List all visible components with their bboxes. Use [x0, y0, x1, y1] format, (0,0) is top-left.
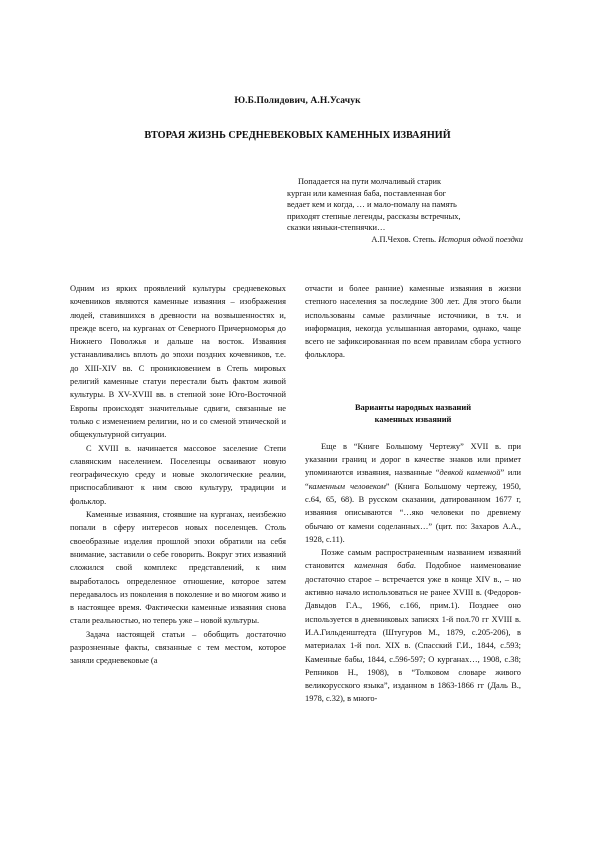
section-heading: [305, 402, 521, 426]
epigraph-line: Попадается на пути молчаливый старик: [298, 177, 442, 186]
emphasis: каменная баба.: [354, 561, 417, 571]
section-heading-line: каменных изваяний: [374, 414, 452, 424]
epigraph-line: сказки няньки-степнячки…: [287, 223, 386, 233]
epigraph-line: курган или каменная баба, поставленная бог: [287, 188, 447, 198]
epigraph: [287, 176, 523, 246]
right-column: [305, 282, 521, 706]
authors: Ю.Б.Полидович, А.Н.Усачук: [234, 96, 361, 106]
epigraph-line: ведает кем и когда, … и мало-помалу на память: [287, 200, 457, 210]
left-column: [70, 282, 286, 668]
paragraph: Задача настоящей статьи – обобщить достаточно разрозненные факты, связанные с тем местом, которое заняли средневековые (а: [70, 629, 286, 666]
paragraph: Еще в “Книге Большому Чертежу” XVII в. при указании границ и дорог в качестве знаков или примет упоминаются изваяния, названные “девкой каменной” или “каменным человеком” (Книга Большому чертежу, 1950, с.64, 65, 68). В русском сказании, датированном 1677 г, изваяния описываются “…яко человеки по древнему обычаю от камени соделанных…” (цит. по: Захаров А.А., 1928, с.11).: [305, 441, 521, 544]
emphasis: девкой каменной: [439, 468, 501, 478]
emphasis: каменным человеком: [308, 481, 386, 491]
paragraph: С XVIII в. начинается массовое заселение Степи славянским населением. Поселенцы осваивают новую географическую среду и новые экологические реалии, приспосабливают к ним свою культуру, традиции и фольклор.: [70, 443, 286, 506]
paragraph: Каменные изваяния, стоявшие на курганах, неизбежно попали в сферу интересов новых поселенцев. Столь своеобразные изделия прошлой эпохи обратили на себя внимание, заставили о себе говорить. Вокруг этих изваяний сложился свой комплекс представлений, к ним выработалось определенное отношение, которое затем передавалось из поколения в поколение и во многом живо и в настоящее время. Фактически каменные изваяния снова стали реальностью, но теперь уже – новой культуры.: [70, 510, 286, 626]
epigraph-source-title: История одной поездки: [438, 234, 523, 244]
epigraph-line: приходят степные легенды, рассказы встречных,: [287, 211, 461, 221]
paragraph: Позже самым распространенным названием изваяний становится каменная баба. Подобное наименование достаточно старое – встречается уже в конце XIV в., – но активно начало использоваться не ранее XVIII в. (Федоров-Давыдов Г.А., 1966, с.166, прим.1). Позднее оно используется в дневниковых записях 1-й пол.70 гг XVIII в. И.А.Гильденштедта (Штугуров М., 1879, с.205-206), в материалах 1-й пол. XIX в. (Спасский Г.И., 1844, с.593; Каменные бабы, 1844, с.596-597; О курганах…, 1908, с.38; Репников Н., 1908), в “Толковом словаре живого великорусского языка”, изданном в 1863-1866 гг (Даль В., 1978, с.32), в много-: [305, 548, 521, 704]
epigraph-source: [287, 234, 523, 246]
section-heading-line: Варианты народных названий: [354, 402, 472, 412]
paragraph: Одним из ярких проявлений культуры средневековых кочевников являются каменные изваяния – изображения людей, ставившихся в древности на возвышенностях и, прежде всего, на курганах от Северного Причерноморья до Нижнего Поволжья и дальше на восток. Изваяния устанавливались вплоть до эпохи поздних кочевников, т.е. до XIII-XIV вв. С проникновением в Степь мировых религий каменные статуи перестали быть фактом живой культуры. В XV-XVIII вв. в степной зоне Юго-Восточной Европы происходят значительные сдвиги, связанные не только с изменением религии, но и со сменой этнической и общекультурной ситуации.: [70, 284, 286, 440]
paragraph: отчасти и более ранние) каменные изваяния в жизни степного населения за последние 300 лет. Для этого были использованы самые различные источники, в т.ч. и информация, некогда услышанная авторами, однако, чаще всего не зафиксированная по всем правилам сбора устного фольклора.: [305, 284, 521, 360]
article-title: ВТОРАЯ ЖИЗНЬ СРЕДНЕВЕКОВЫХ КАМЕННЫХ ИЗВАЯНИЙ: [144, 130, 451, 141]
epigraph-source-author: А.П.Чехов. Степь.: [371, 234, 439, 244]
